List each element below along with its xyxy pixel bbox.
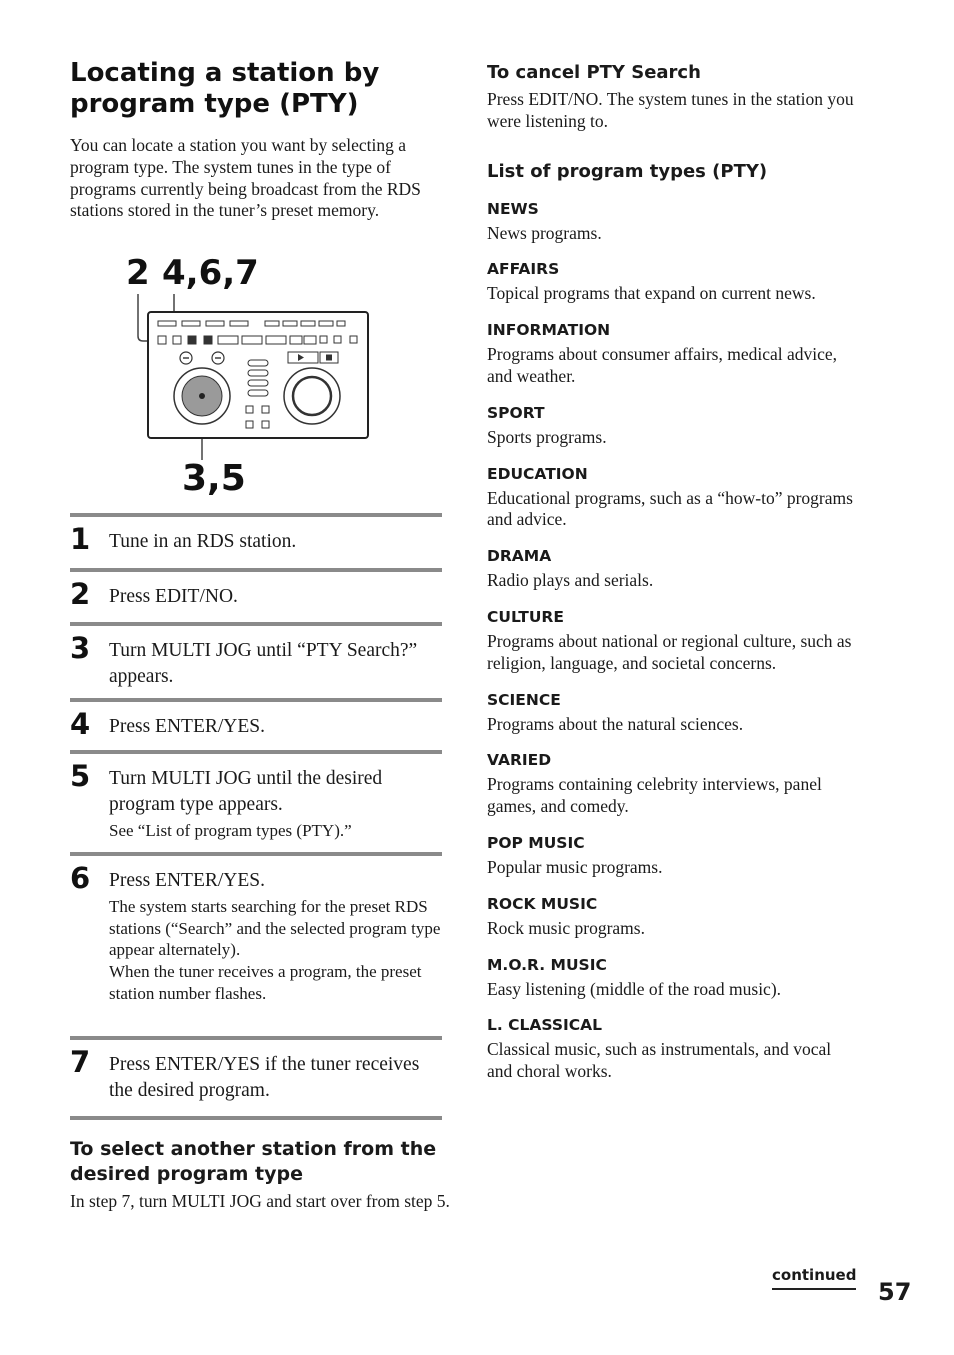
step-number: 2 [70,577,91,611]
pty-item [487,894,859,940]
pty-name: M.O.R. MUSIC [487,955,607,974]
pty-name: ROCK MUSIC [487,894,598,913]
pty-name: VARIED [487,751,552,770]
pty-desc: Classical music, such as instrumentals, and vocal and choral works. [487,1039,832,1082]
step-6 [70,852,442,1036]
pty-name: CULTURE [487,607,564,626]
step-number: 4 [70,707,91,741]
page-title: Locating a station by program type (PTY) [70,58,380,119]
pty-desc: Educational programs, such as a “how-to” programs and advice. [487,487,853,530]
right-column [487,62,859,1083]
pty-item [487,320,859,388]
pty-item [487,464,859,532]
pty-desc: Easy listening (middle of the road music). [487,978,782,999]
pty-desc: Programs about national or regional culture, such as religion, language, and societal concerns. [487,630,852,673]
callout-4-6-7: 4,6,7 [162,253,259,293]
pty-name: POP MUSIC [487,833,585,852]
step-note: See “List of program types (PTY).” [109,821,352,840]
step-number: 5 [70,759,91,793]
pty-list [487,199,859,1083]
step-note: When the tuner receives a program, the preset station number flashes. [109,962,422,1003]
pty-desc: Sports programs. [487,426,607,447]
steps-divider [70,1116,442,1120]
step-5 [70,750,442,852]
pty-item [487,259,859,305]
pty-desc: Topical programs that expand on current news. [487,283,816,304]
pty-item [487,750,859,818]
pty-item [487,1015,859,1083]
step-text: Turn MULTI JOG until “PTY Search?” appears. [109,640,418,687]
pty-name: DRAMA [487,547,552,566]
pty-desc: Popular music programs. [487,856,663,877]
pty-name: EDUCATION [487,464,588,483]
select-another-body: In step 7, turn MULTI JOG and start over from step 5. [70,1191,450,1211]
step-number: 3 [70,631,91,665]
device-diagram [118,250,378,500]
step-number: 7 [70,1045,91,1079]
step-number: 1 [70,522,91,556]
continued-label: continued [772,1265,856,1290]
pty-item [487,690,859,736]
cancel-body: Press EDIT/NO. The system tunes in the station you were listening to. [487,89,854,131]
multi-jog-knob [174,368,230,424]
step-text: Press ENTER/YES if the tuner receives the desired program. [109,1054,420,1101]
pty-name: SPORT [487,403,545,422]
step-text: Press ENTER/YES. [109,870,265,891]
step-1 [70,513,442,568]
step-2 [70,568,442,622]
step-note: The system starts searching for the preset RDS stations (“Search” and the selected program type appear alternately). [109,897,441,960]
pty-list-heading: List of program types (PTY) [487,160,768,182]
pty-desc: Programs containing celebrity interviews, panel games, and comedy. [487,774,822,817]
select-another-heading: To select another station from the desired program type [70,1138,437,1185]
pty-desc: Rock music programs. [487,917,645,938]
step-text: Press ENTER/YES. [109,716,265,737]
step-text: Turn MULTI JOG until the desired program type appears. [109,768,383,815]
pty-desc: Programs about the natural sciences. [487,713,744,734]
callout-2: 2 [126,253,150,293]
page-number: 57 [878,1278,912,1306]
pty-name: AFFAIRS [487,260,560,279]
pty-desc: Radio plays and serials. [487,570,654,591]
step-3 [70,622,442,698]
step-text: Tune in an RDS station. [109,531,297,552]
pty-item [487,199,859,245]
pty-desc: Programs about consumer affairs, medical advice, and weather. [487,344,838,386]
step-number: 6 [70,861,91,895]
pty-item [487,403,859,449]
steps-list [70,513,442,1120]
step-4 [70,698,442,750]
pty-item [487,546,859,592]
step-text: Press EDIT/NO. [109,586,238,607]
step-7 [70,1036,442,1116]
pty-item [487,833,859,879]
pty-desc: News programs. [487,222,602,243]
pty-name: INFORMATION [487,321,611,340]
pty-name: NEWS [487,199,539,218]
intro-paragraph: You can locate a station you want by selecting a program type. The system tunes in the type of programs currently being broadcast from the RDS stations stored in the tuner’s preset memory. [70,135,421,221]
volume-knob [284,368,340,424]
cancel-heading: To cancel PTY Search [487,62,701,83]
pty-item [487,955,859,1001]
pty-name: SCIENCE [487,690,561,709]
callout-3-5: 3,5 [182,458,246,499]
pty-item [487,607,859,675]
pty-name: L. CLASSICAL [487,1016,603,1035]
